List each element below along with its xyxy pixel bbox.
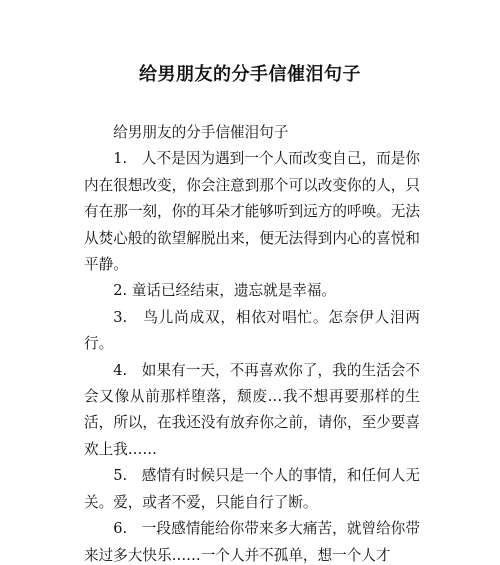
paragraph-2: 2. 童话已经结束，遗忘就是幸福。 — [113, 282, 337, 300]
body-subtitle: 给男朋友的分手信催泪句子 — [113, 124, 289, 141]
paragraph-1: 1. 人不是因为遇到一个人而改变自己，而是你内在很想改变，你会注意到那个可以改变你的人，只有在那一刻，你的耳朵才能够听到远方的呼唤。无法从焚心般的欲望解脱出来，便无法得到内心的喜悦和平静。 — [84, 150, 420, 274]
paragraph-5: 5. 感情有时候只是一个人的事情，和任何人无关。爱，或者不爱，只能自行了断。 — [84, 467, 420, 511]
paragraph-3: 3. 鸟儿尚成双，相依对唱忙。怎奈伊人泪两行。 — [84, 308, 420, 353]
paragraph-6: 6. 一段感情能给你带来多大痛苦，就曾给你带来过多大快乐……一个人并不孤单，想一个人才 — [84, 520, 420, 564]
paragraph-4: 4. 如果有一天，不再喜欢你了，我的生活会不会又像从前那样堕落，颓废…我不想再要那样的生活，所以，在我还没有放弃你之前，请你，至少要喜欢上我…… — [84, 361, 420, 458]
document-body — [84, 120, 420, 565]
document-title: 给男朋友的分手信催泪句子 — [139, 64, 361, 85]
